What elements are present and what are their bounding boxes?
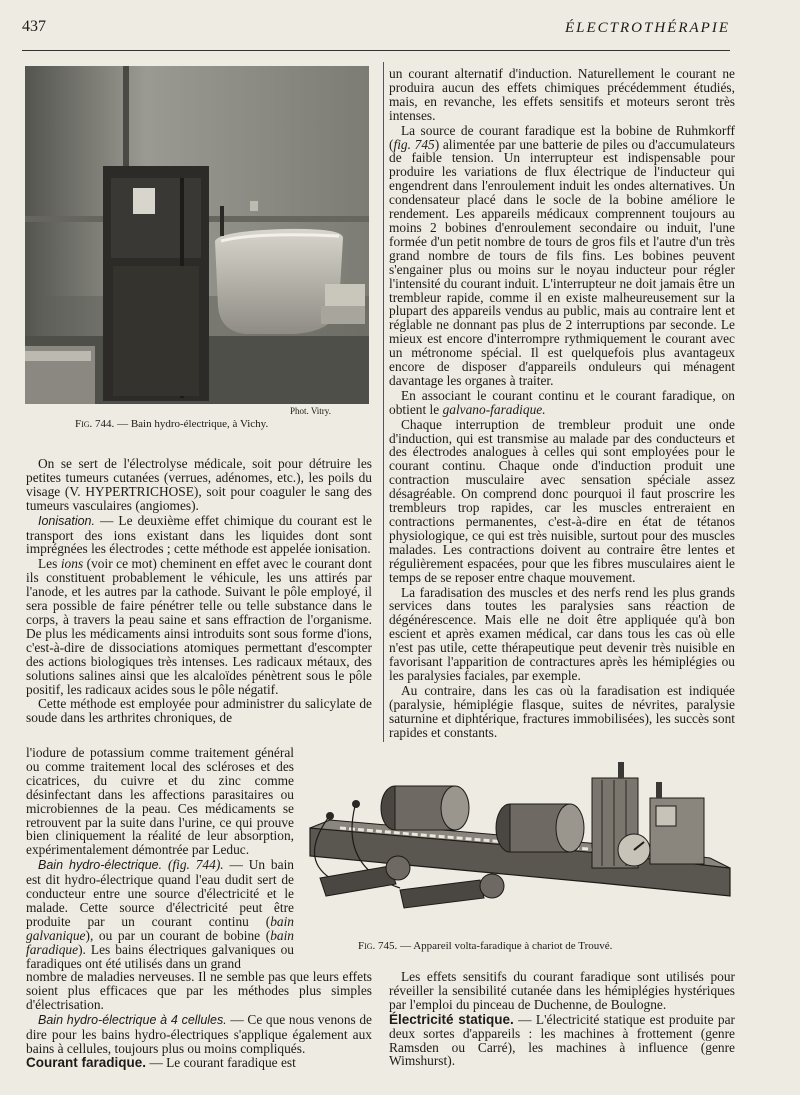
sensitive-effects-paragraph: Les effets sensitifs du courant faradique sont utilisés pour réveiller la sensibilité cutanée dans les hémiplégies hystériques par l'emploi du pinceau de Duchenne, de Boulogne.: [389, 969, 735, 1012]
faradisation-paragraph: La faradisation des muscles et des nerfs rend les plus grands services dans toutes les paralysies sans réaction de dégénérescence. Mais elle ne doit être appliquée qu'à bon escient et après examen médical, car dans tous les cas où elle n'est pas utile, cette thérapeutique peut devenir très nuisible en favorisant l'apparition de contractures après les hémiplégies ou les paralysies faciales, par exemple.: [389, 584, 735, 683]
ruhmkorff-paragraph: [389, 124, 735, 388]
bath-photograph-drawing: [25, 66, 369, 404]
left-column-top: [26, 457, 372, 726]
method-paragraph-continued: l'iodure de potassium comme traitement général ou comme traitement local des scléroses et des cicatrices, du cuivre et du zinc comme désinfectant dans les affections parasitaires ou microbiennes de la peau. Ces médicaments se retrouvent par la suite dans l'urine, ce qui prouve bien cliniquement la réalité de leur absorption, expérimentalement démontrée par Leduc.: [26, 745, 294, 858]
bain-text-3: ). Les bains électriques galvaniques ou faradiques ont été utilisés dans un grand: [26, 941, 294, 971]
alternating-current-paragraph: un courant alternatif d'induction. Naturellement le courant ne produira aucun des effets chimiques précédemment étudiés, mais, en revanche, les effets sensitifs et moteurs seront très intenses.: [389, 66, 735, 123]
apparatus-drawing: [300, 758, 740, 938]
ions-text-start: Les: [38, 556, 61, 572]
running-title: ÉLECTROTHÉRAPIE: [565, 20, 730, 36]
bain-heading: Bain hydro-électrique.: [38, 858, 163, 873]
ruhmkorff-text-b: ) alimentée par une batterie de piles ou d'accumulateurs de faible tension. Un interrupteur est indispensable pour produire les variations de flux électrique de l'inducteur qui engendrent dans l'enroulement induit les ondes alternatives. Un condensateur placé dans le socle de la bobine améliore le rendement. Les appareils médicaux comprennent toujours au moins 2 bobines d'enroulement secondaire ou induit, l'une formée d'un petit nombre de tours de gros fils et l'autre d'un très grand nombre de tours de fils fins. Les bobines peuvent s'engainer plus ou moins sur le noyau inducteur pour régler l'intensité du courant induit. L'interrupteur ne doit jamais être un trembleur rapide, comme il en existe malheureusement sur la plupart des appareils vendus au public, mais au contraire lent et réglable ne donnant pas plus de 2 interruptions par seconde. Le mieux est encore d'interrompre rythmiquement le courant avec un métronome spécial. Il est quelquefois plus avantageux encore de disposer d'appareils onduleurs qui ménagent davantage les organes à traiter.: [389, 136, 735, 388]
bain-faradique: bain faradique: [26, 927, 294, 957]
ruhmkorff-figure-ref: fig. 745: [393, 136, 435, 152]
galvano-faradique-paragraph: [389, 389, 735, 417]
left-column-bottom: [26, 970, 372, 1071]
electricite-statique-heading: Électricité statique.: [389, 1011, 514, 1027]
ions-paragraph: [26, 557, 372, 696]
interruption-paragraph: Chaque interruption de trembleur produit une onde d'induction, qui est transmise au malade par des conducteurs et des électrodes analogues à celles qui sont employées pour le courant continu. Chaque onde d'induction produit une contraction musculaire avec sensation spéciale assez désagréable. On comprend donc pourquoi il faut proscrire les trembleurs trop rapides, car les muscles entreraient en contractions permanentes, c'est-à-dire en état de tétanos physiologique, ce qui est très nuisible, surtout pour des muscles malades. Les contractions doivent au contraire être lentes et régulièrement espacées, pour que les fibres musculaires aient le temps de se reposer entre chaque mouvement.: [389, 416, 735, 585]
bain-galvanique: bain galvanique: [26, 913, 294, 943]
cellules-text: — Ce que nous venons de dire pour les bains hydro-électriques s'applique également aux bains à cellules, toujours plus ou moins compliqués.: [26, 1011, 373, 1056]
cellules-heading: Bain hydro-électrique à 4 cellules.: [38, 1012, 227, 1027]
right-column-bottom: [389, 970, 735, 1069]
ionisation-heading: Ionisation.: [38, 513, 95, 528]
courant-faradique-text: — Le courant faradique est: [146, 1055, 296, 1071]
courant-faradique-paragraph: [26, 1056, 372, 1070]
bain-text-2: ), ou par un courant de bobine (: [85, 927, 271, 943]
electricite-statique-paragraph: [389, 1013, 735, 1069]
ions-term: ions: [60, 556, 84, 572]
bain-figure-ref: (fig. 744).: [167, 857, 224, 873]
right-column-top: [389, 67, 735, 741]
bath-photograph: [25, 66, 369, 404]
ionisation-paragraph: [26, 514, 372, 557]
column-rule: [383, 62, 384, 742]
figure-744-caption: [75, 418, 268, 430]
photo-credit: Phot. Vitry.: [290, 406, 331, 416]
figure-744-label: Fig. 744.: [75, 418, 115, 430]
ruhmkorff-text-a: La source de courant faradique est la bobine de Ruhmkorff (: [389, 122, 735, 152]
galvano-text: En associant le courant continu et le courant faradique, on obtient le: [389, 387, 735, 417]
figure-745-caption-text: — Appareil volta-faradique à chariot de Trouvé.: [397, 940, 613, 952]
bain-text-1: — Un bain est dit hydro-électrique quand l'eau dudit sert de conducteur entre une source d'électricité et le malade. Cette source d'électricité peut être produite par un courant continu (: [26, 857, 294, 929]
galvano-term: galvano-faradique.: [442, 401, 546, 417]
nervous-diseases-paragraph: nombre de maladies nerveuses. Il ne semble pas que leurs effets soient plus efficaces que par les méthodes plus simples d'électrisation.: [26, 969, 372, 1012]
ions-text-rest: (voir ce mot) cheminent en effet avec le courant dont ils constituent probablement le véhicule, les uns attirés par l'anode, et les autres par la cathode. Suivant le pôle employé, il sera possible de faire pénétrer telle ou telle substance dans le corps, à travers la peau saine et sans effraction de l'organisme. De plus les médicaments ainsi introduits sont sous forme d'ions, c'est-à-dire de dissociations atomiques permettant d'escompter des actions biologiques très intenses. Les radicaux métaux, des solutions salines ainsi que les alcaloïdes pénètrent sous le pôle positif, les radicaux acides sous le pôle négatif.: [26, 556, 373, 697]
figure-745-caption: [358, 940, 612, 952]
apparatus-illustration: [300, 758, 740, 938]
figure-744-caption-text: — Bain hydro-électrique, à Vichy.: [114, 418, 269, 430]
left-column-narrow: [26, 746, 294, 972]
page-header: [22, 18, 730, 44]
cellules-paragraph: [26, 1013, 372, 1056]
figure-745-label: Fig. 745.: [358, 940, 398, 952]
electrolysis-paragraph: On se sert de l'électrolyse médicale, soit pour détruire les petites tumeurs cutanées (verrues, adénomes, etc.), les poils du visage (V. HYPERTRICHOSE), soit pour coaguler le sang des tumeurs vasculaires (angiomes).: [26, 456, 372, 513]
bain-paragraph: [26, 858, 294, 970]
page-number: 437: [22, 18, 46, 35]
method-paragraph-start: Cette méthode est employée pour administrer du salicylate de soude dans les arthrites chroniques, de: [26, 696, 372, 726]
header-rule: [22, 50, 730, 51]
courant-faradique-heading: Courant faradique.: [26, 1055, 147, 1071]
indications-paragraph: Au contraire, dans les cas où la faradisation est indiquée (paralysie, hémiplégie flasque, suites de névrites, paralysie saturnine et diphtérique, fractures immobilisées), les succès sont rapides et constants.: [389, 682, 735, 740]
ionisation-text: — Le deuxième effet chimique du courant est le transport des ions existant dans les liquides dont sont imprégnées les électrodes ; cette méthode est appelée ionisation.: [26, 512, 372, 557]
electricite-statique-text: — L'électricité statique est produite par deux sortes d'appareils : les machines à frottement (genre Ramsden ou Carré), les machines à influence (genre Wimshurst).: [389, 1011, 735, 1069]
